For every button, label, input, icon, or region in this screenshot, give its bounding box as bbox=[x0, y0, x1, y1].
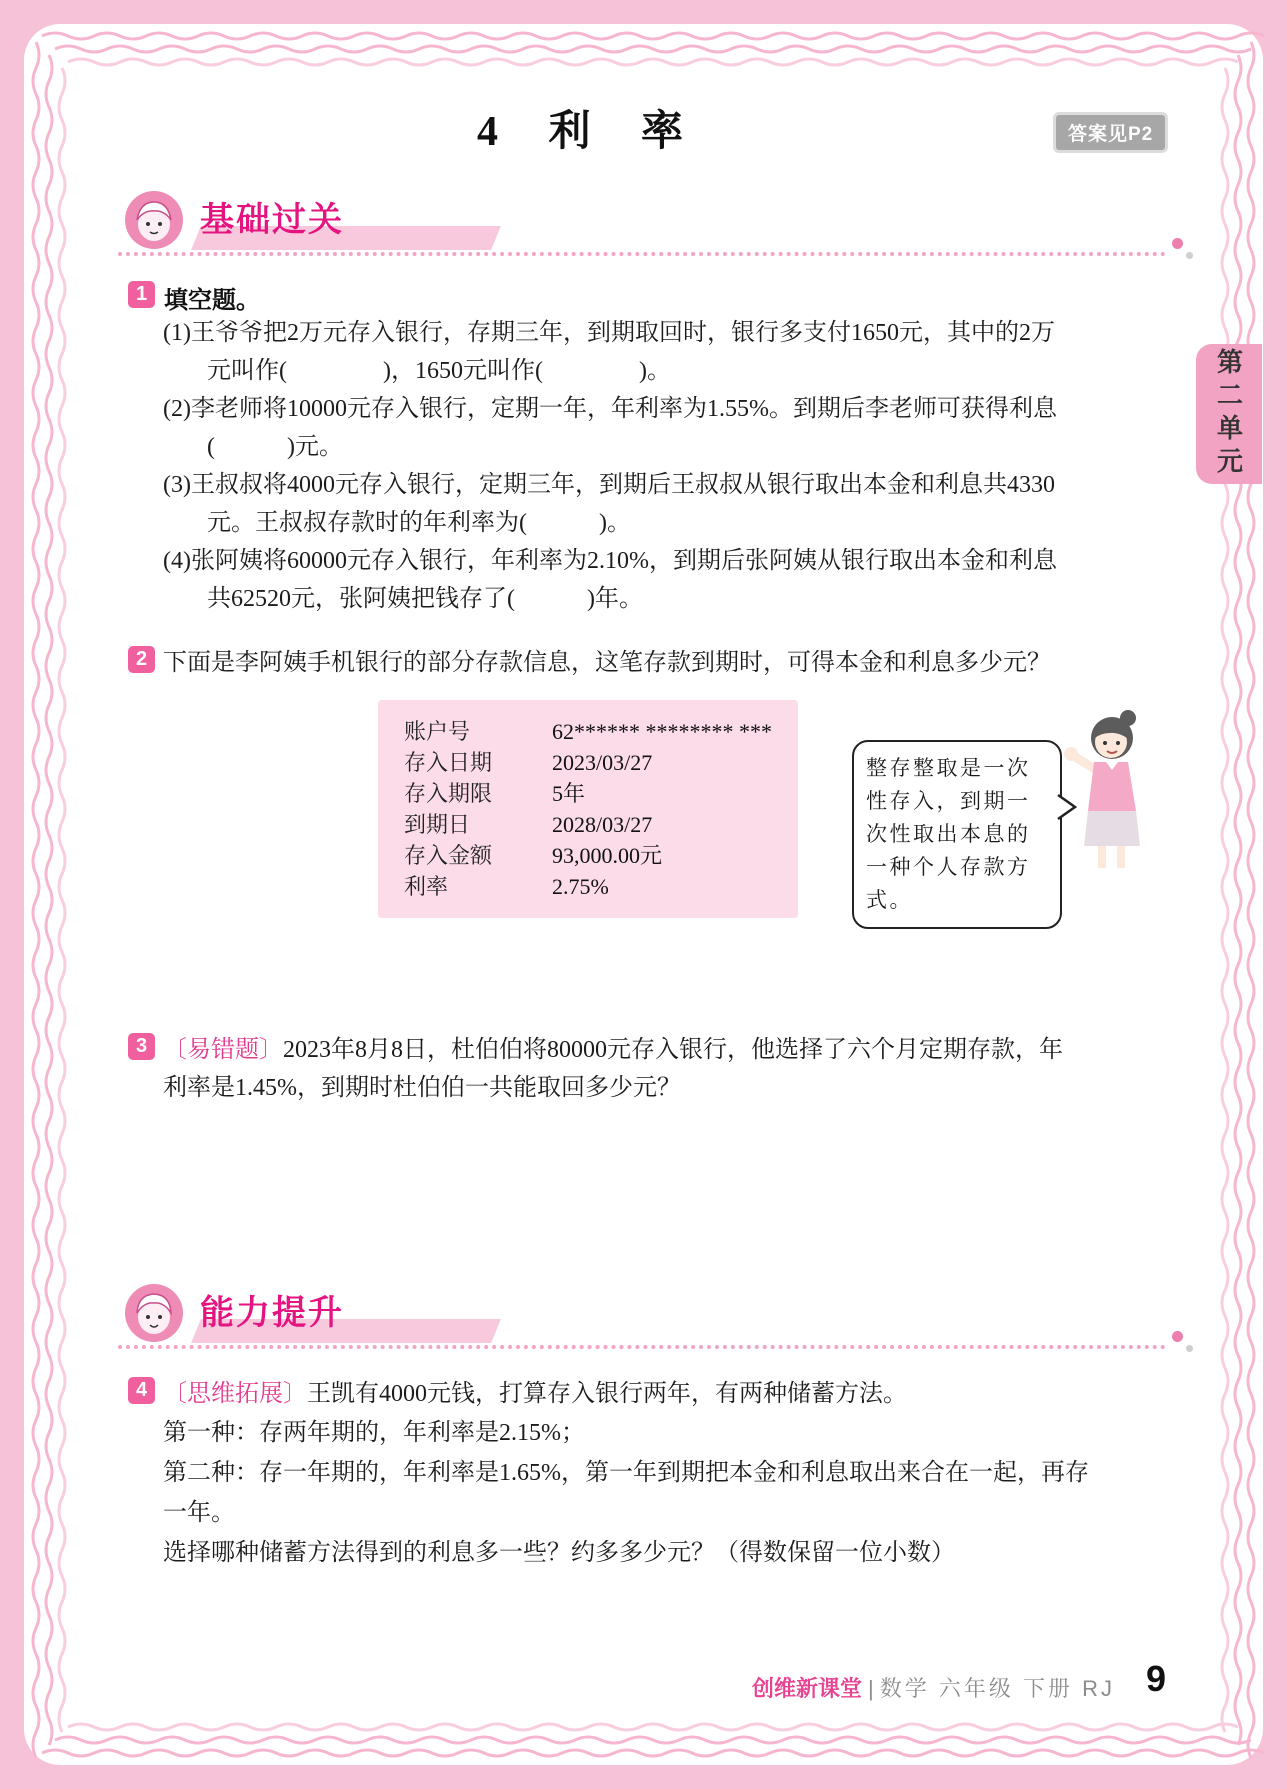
question-1-title: 填空题。 bbox=[164, 287, 260, 314]
row-label: 存入金额 bbox=[404, 843, 493, 868]
section-title-advanced: 能力提升 bbox=[200, 1294, 344, 1332]
row-label: 利率 bbox=[404, 874, 449, 899]
divider-end-dot bbox=[1186, 252, 1193, 259]
fill-blank-item-3: (3)王叔叔将4000元存入银行，定期三年，到期后王叔叔从银行取出本金和利息共4330元。王叔叔存款时的年利率为( )。 bbox=[163, 472, 1055, 536]
page-title: 4 利 率 bbox=[476, 109, 703, 155]
question-4-ask: 选择哪种储蓄方法得到的利息多一些？约多多少元？（得数保留一位小数） bbox=[163, 1540, 955, 1566]
row-value: 5年 bbox=[552, 781, 586, 806]
section-mascot-icon bbox=[124, 1283, 184, 1343]
section-divider-dotted bbox=[118, 1345, 1166, 1349]
question-4-tag: 〔思维拓展〕 bbox=[163, 1381, 307, 1407]
divider-end-dot bbox=[1172, 238, 1183, 249]
row-label: 存入期限 bbox=[404, 781, 493, 806]
question-4-option-2: 第二种：存一年期的，年利率是1.65%，第一年到期把本金和利息取出来合在一起，再存一年。 bbox=[163, 1460, 1089, 1526]
fill-blank-item-1: (1)王爷爷把2万元存入银行，存期三年，到期取回时，银行多支付1650元，其中的2万元叫作( )，1650元叫作( )。 bbox=[163, 320, 1055, 384]
row-label: 存入日期 bbox=[404, 750, 493, 775]
table-row bbox=[404, 778, 798, 809]
page-number: 9 bbox=[1146, 1658, 1167, 1699]
question-4-option-1: 第一种：存两年期的，年利率是2.15%； bbox=[163, 1420, 585, 1446]
footer-divider: | bbox=[868, 1676, 874, 1701]
section-divider-dotted bbox=[118, 252, 1166, 256]
fill-blank-item-4: (4)张阿姨将60000元存入银行，年利率为2.10%，到期后张阿姨从银行取出本金和利息共62520元，张阿姨把钱存了( )年。 bbox=[163, 548, 1057, 612]
answer-reference-badge: 答案见P2 bbox=[1053, 112, 1168, 153]
hint-text: 整存整取是一次性存入，到期一次性取出本息的一种个人存款方式。 bbox=[866, 756, 1031, 912]
divider-end-dot bbox=[1172, 1331, 1183, 1342]
table-row bbox=[404, 809, 798, 840]
question-4-number: 4 bbox=[128, 1377, 155, 1404]
question-2-text: 下面是李阿姨手机银行的部分存款信息，这笔存款到期时，可得本金和利息多少元？ bbox=[163, 650, 1051, 676]
question-4-text bbox=[163, 1375, 1093, 1573]
table-row bbox=[404, 747, 798, 778]
teacher-illustration bbox=[1062, 706, 1152, 876]
footer-meta: 数学 六年级 下册 RJ bbox=[879, 1676, 1115, 1701]
footer-brand: 创维新课堂 bbox=[752, 1676, 863, 1701]
row-label: 账户号 bbox=[404, 719, 471, 744]
question-3-body: 2023年8月8日，杜伯伯将80000元存入银行，他选择了六个月定期存款，年利率是1.45%，到期时杜伯伯一共能取回多少元？ bbox=[163, 1037, 1063, 1101]
question-3-number: 3 bbox=[128, 1033, 155, 1060]
table-row bbox=[404, 840, 798, 871]
row-value: 2.75% bbox=[552, 874, 609, 899]
row-label: 到期日 bbox=[404, 812, 471, 837]
question-3-tag: 〔易错题〕 bbox=[163, 1037, 283, 1063]
row-value: 2028/03/27 bbox=[552, 812, 653, 837]
fill-blank-item-2: (2)李老师将10000元存入银行，定期一年，年利率为1.55%。到期后李老师可获得利息( )元。 bbox=[163, 396, 1057, 460]
footer bbox=[640, 1672, 1115, 1703]
question-2-number: 2 bbox=[128, 646, 155, 673]
row-value: 93,000.00元 bbox=[552, 843, 663, 868]
row-value: 62****** ******** *** bbox=[552, 719, 772, 744]
section-title-basic: 基础过关 bbox=[200, 201, 344, 239]
unit-tab-label: 第二单元 bbox=[1213, 348, 1244, 480]
hint-speech-bubble bbox=[852, 740, 1062, 929]
deposit-info-table bbox=[378, 700, 798, 918]
question-4-intro: 王凯有4000元钱，打算存入银行两年，有两种储蓄方法。 bbox=[307, 1381, 907, 1407]
section-mascot-icon bbox=[124, 190, 184, 250]
table-row bbox=[404, 871, 798, 902]
question-3-text bbox=[163, 1031, 1071, 1107]
divider-end-dot bbox=[1186, 1345, 1193, 1352]
row-value: 2023/03/27 bbox=[552, 750, 653, 775]
unit-side-tab bbox=[1196, 344, 1262, 484]
question-1-number: 1 bbox=[128, 281, 155, 308]
table-row bbox=[404, 716, 798, 747]
